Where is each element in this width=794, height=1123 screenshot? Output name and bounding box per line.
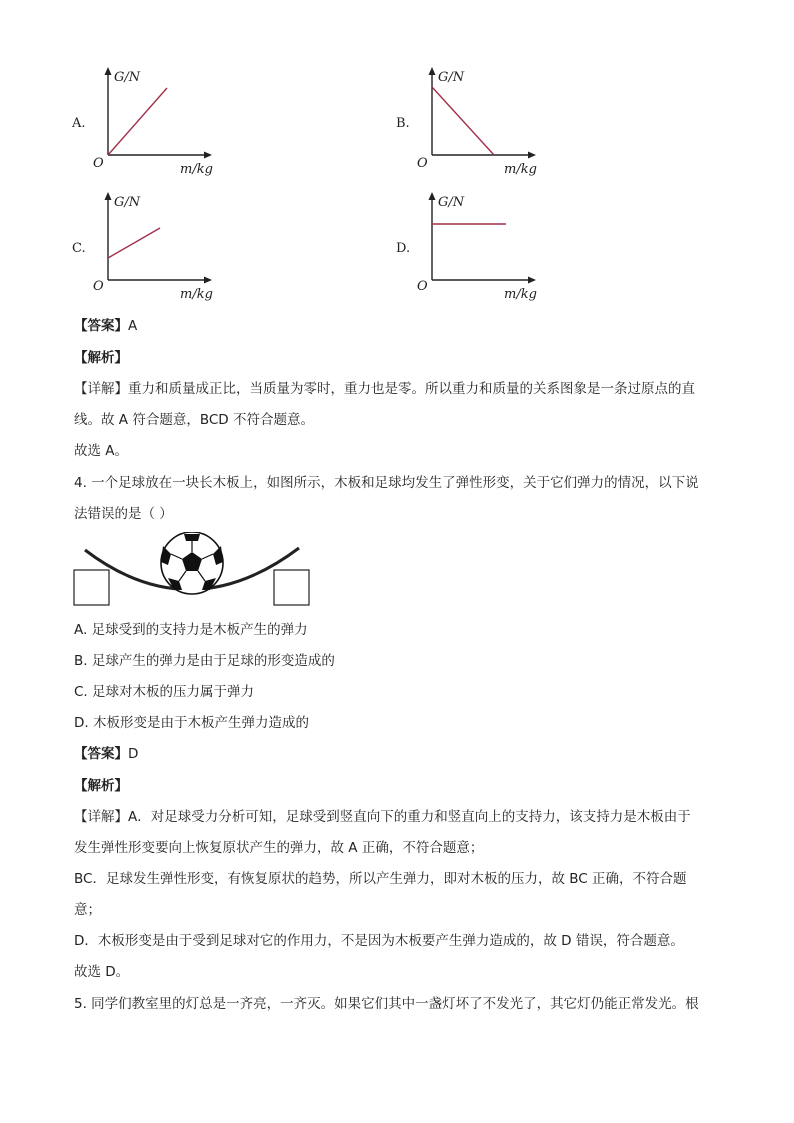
q4-stem: 法错误的是（ ） <box>74 506 173 522</box>
q4-option-b: B. 足球产生的弹力是由于足球的形变造成的 <box>74 653 335 669</box>
option-a-label: A. <box>72 116 86 131</box>
q4-option-a: A. 足球受到的支持力是木板产生的弹力 <box>74 622 308 638</box>
x-axis-label: m/kg <box>504 287 537 302</box>
x-axis-label: m/kg <box>180 162 213 177</box>
origin-label: O <box>417 279 428 294</box>
q3-detail-line <box>74 379 695 399</box>
x-axis-label: m/kg <box>504 162 537 177</box>
y-axis-label: G/N <box>438 195 465 210</box>
x-axis-label: m/kg <box>180 287 213 302</box>
football-icon <box>161 532 223 594</box>
q4-detail-line <box>74 807 691 827</box>
q3-detail-line: 线。故 A 符合题意，BCD 不符合题意。 <box>74 412 314 428</box>
answer-value: A <box>128 318 138 334</box>
q3-choice: 故选 A。 <box>74 443 129 459</box>
q4-analysis-tag <box>74 776 128 796</box>
answer-value: D <box>128 746 139 762</box>
q4-detail-line: D．木板形变是由于受到足球对它的作用力，不是因为木板要产生弹力造成的，故 D 错误，符合题意。 <box>74 933 684 949</box>
q3-answer <box>74 316 137 336</box>
option-d-label: D. <box>396 241 411 256</box>
analysis-tag: 【解析】 <box>74 350 128 366</box>
analysis-tag: 【解析】 <box>74 778 128 794</box>
option-b-label: B. <box>396 116 410 131</box>
q5-stem: 5. 同学们教室里的灯总是一齐亮，一齐灭。如果它们其中一盏灯坏了不发光了，其它灯仍能正常发光。根 <box>74 996 699 1012</box>
answer-tag: 【答案】 <box>74 318 128 334</box>
q4-stem: 4. 一个足球放在一块长木板上，如图所示，木板和足球均发生了弹性形变，关于它们弹力的情况，以下说 <box>74 475 699 491</box>
q4-detail-line: 意； <box>74 902 101 918</box>
graph-option-b <box>414 65 564 185</box>
origin-label: O <box>417 156 428 171</box>
origin-label: O <box>93 279 104 294</box>
graph-option-d <box>414 190 564 310</box>
q4-choice: 故选 D。 <box>74 964 130 980</box>
q4-option-c: C. 足球对木板的压力属于弹力 <box>74 684 255 700</box>
y-axis-label: G/N <box>438 70 465 85</box>
q4-detail-line: BC．足球发生弹性形变，有恢复原状的趋势，所以产生弹力，即对木板的压力，故 BC 正确，不符合题 <box>74 871 687 887</box>
q4-option-d: D. 木板形变是由于木板产生弹力造成的 <box>74 715 309 731</box>
detail-text: 重力和质量成正比，当质量为零时，重力也是零。所以重力和质量的关系图象是一条过原点的直 <box>128 381 695 397</box>
q3-analysis-tag <box>74 348 128 368</box>
option-c-label: C. <box>72 241 86 256</box>
origin-label: O <box>93 156 104 171</box>
answer-tag: 【答案】 <box>74 746 128 762</box>
detail-tag: 【详解】 <box>74 809 128 825</box>
detail-text: A．对足球受力分析可知，足球受到竖直向下的重力和竖直向上的支持力，该支持力是木板由于 <box>128 809 691 825</box>
graph-option-a <box>90 65 240 185</box>
football-on-board-figure <box>70 532 320 610</box>
detail-tag: 【详解】 <box>74 381 128 397</box>
q4-answer <box>74 744 138 764</box>
y-axis-label: G/N <box>114 70 141 85</box>
graph-option-c <box>90 190 240 310</box>
q4-detail-line: 发生弹性形变要向上恢复原状产生的弹力，故 A 正确，不符合题意； <box>74 840 484 856</box>
y-axis-label: G/N <box>114 195 141 210</box>
